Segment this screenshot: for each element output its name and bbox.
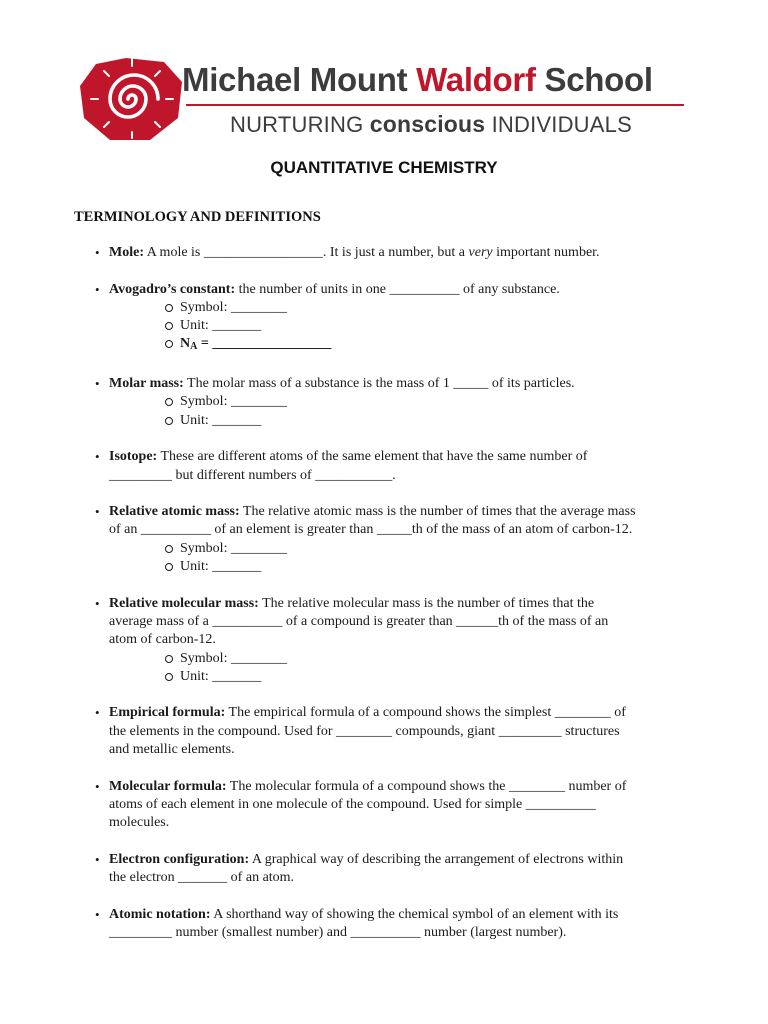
term-label: Empirical formula: xyxy=(109,705,226,721)
term-label: Relative molecular mass: xyxy=(109,595,259,611)
tagline-emphasis: conscious xyxy=(369,111,486,137)
na-rest: = _________________ xyxy=(197,336,332,352)
sub-list xyxy=(109,650,695,687)
sub-item-text: Symbol: ________ xyxy=(180,394,287,410)
definition-text: The empirical formula of a compound shows the simplest ________ of xyxy=(225,705,626,721)
sub-item-symbol xyxy=(109,650,695,668)
sub-item-symbol xyxy=(109,540,695,558)
school-name-part2: School xyxy=(535,61,653,98)
circle-bullet-icon xyxy=(165,304,173,312)
bullet-icon: • xyxy=(95,906,100,922)
definition-text: of an __________ of an element is greater than _____th of the mass of an atom of carbon-12. xyxy=(109,522,633,538)
sub-list xyxy=(109,393,695,430)
term-label: Isotope: xyxy=(109,449,158,465)
school-name xyxy=(182,60,653,100)
definition-text: The relative atomic mass is the number of times that the average mass xyxy=(239,504,636,520)
definition-molar-mass xyxy=(95,375,695,430)
bullet-icon: • xyxy=(95,705,100,721)
definition-text: A graphical way of describing the arrangement of electrons within xyxy=(249,851,624,867)
sub-item-text: Symbol: ________ xyxy=(180,299,287,315)
circle-bullet-icon xyxy=(165,655,173,663)
bullet-icon: • xyxy=(95,851,100,867)
definition-atomic-notation xyxy=(95,906,695,943)
na-symbol: N xyxy=(180,336,191,352)
sub-item-text: Symbol: ________ xyxy=(180,540,287,556)
term-label: Mole: xyxy=(109,245,144,260)
tagline-part2: INDIVIDUALS xyxy=(485,112,632,137)
bullet-icon: • xyxy=(95,449,100,465)
school-name-part1: Michael Mount xyxy=(182,61,417,98)
definition-empirical-formula xyxy=(95,704,695,759)
circle-bullet-icon xyxy=(165,340,173,348)
definition-avogadro xyxy=(95,281,695,357)
circle-bullet-icon xyxy=(165,545,173,553)
bullet-icon: • xyxy=(95,245,100,260)
definition-text: A mole is _________________. It is just a number, but a xyxy=(143,245,469,260)
bullet-icon: • xyxy=(95,376,100,392)
sub-list xyxy=(109,299,695,357)
school-tagline xyxy=(230,110,632,139)
definition-text: The molecular formula of a compound shows the ________ number of xyxy=(226,778,627,794)
definition-text: The relative molecular mass is the number of times that the xyxy=(258,595,595,611)
sub-list xyxy=(109,540,695,577)
bullet-icon: • xyxy=(95,504,100,520)
definition-text: the number of units in one __________ of any substance. xyxy=(235,281,560,297)
definition-text: molecules. xyxy=(109,815,170,831)
sub-item-unit xyxy=(109,558,695,576)
definition-text: the electron _______ of an atom. xyxy=(109,870,295,886)
definition-molecular-formula xyxy=(95,778,695,833)
definition-text: the elements in the compound. Used for ________ compounds, giant _________ structures xyxy=(109,723,620,739)
definitions-list xyxy=(95,244,695,961)
sub-item-na xyxy=(109,335,695,356)
header-divider xyxy=(186,104,684,106)
term-label: Atomic notation: xyxy=(109,906,211,922)
definition-text: average mass of a __________ of a compound is greater than ______th of the mass of an xyxy=(109,613,609,629)
school-name-accent: Waldorf xyxy=(416,61,536,98)
circle-bullet-icon xyxy=(165,322,173,330)
definition-text: _________ but different numbers of ___________. xyxy=(109,467,396,483)
sub-item-unit xyxy=(109,317,695,335)
bullet-icon: • xyxy=(95,778,100,794)
emphasis-text: very xyxy=(468,245,493,260)
sub-item-text: Unit: _______ xyxy=(180,668,262,684)
term-label: Electron configuration: xyxy=(109,851,250,867)
sub-item-text: Symbol: ________ xyxy=(180,650,287,666)
definition-text: atom of carbon-12. xyxy=(109,632,216,648)
document-title: QUANTITATIVE CHEMISTRY xyxy=(270,158,498,177)
definition-text: The molar mass of a substance is the mass of 1 _____ of its particles. xyxy=(183,376,575,392)
definition-text: and metallic elements. xyxy=(109,742,235,758)
tagline-part1: NURTURING xyxy=(230,112,370,137)
term-label: Molecular formula: xyxy=(109,778,227,794)
na-subscript: A xyxy=(190,341,198,353)
term-label: Avogadro’s constant: xyxy=(109,281,236,297)
definition-mole xyxy=(95,244,695,262)
sub-item-text: Unit: _______ xyxy=(180,412,262,428)
sub-item-unit xyxy=(109,668,695,686)
bullet-icon: • xyxy=(95,595,100,611)
term-label: Relative atomic mass: xyxy=(109,504,240,520)
definition-relative-atomic-mass xyxy=(95,503,695,576)
definition-text: These are different atoms of the same element that have the same number of xyxy=(157,449,588,465)
definition-text: _________ number (smallest number) and __________ number (largest number). xyxy=(109,924,567,940)
section-heading: TERMINOLOGY AND DEFINITIONS xyxy=(74,209,321,225)
sub-item-text: Unit: _______ xyxy=(180,318,262,334)
sub-item-symbol xyxy=(109,393,695,411)
circle-bullet-icon xyxy=(165,398,173,406)
spiral-sun-logo-icon xyxy=(80,56,184,142)
definition-text: A shorthand way of showing the chemical symbol of an element with its xyxy=(210,906,619,922)
term-label: Molar mass: xyxy=(109,376,184,392)
definition-electron-configuration xyxy=(95,851,695,888)
definition-isotope xyxy=(95,448,695,485)
circle-bullet-icon xyxy=(165,563,173,571)
sub-item-unit xyxy=(109,412,695,430)
sub-item-text: Unit: _______ xyxy=(180,559,262,575)
circle-bullet-icon xyxy=(165,673,173,681)
circle-bullet-icon xyxy=(165,417,173,425)
definition-relative-molecular-mass xyxy=(95,595,695,686)
bullet-icon: • xyxy=(95,281,100,297)
definition-text: atoms of each element in one molecule of the compound. Used for simple __________ xyxy=(109,796,596,812)
sub-item-symbol xyxy=(109,299,695,317)
definition-text: important number. xyxy=(492,245,600,260)
